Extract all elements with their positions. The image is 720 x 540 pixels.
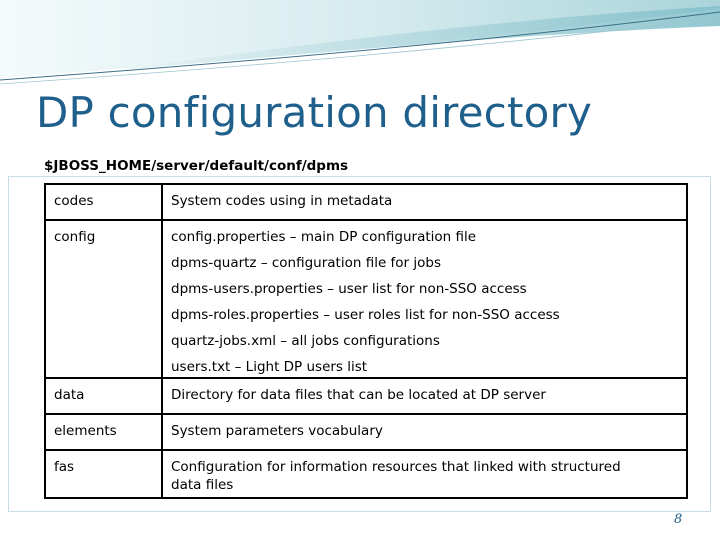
row-name: codes: [45, 184, 162, 220]
description-line: data files: [171, 477, 234, 493]
description-line: dpms-roles.properties – user roles list for non-SSO access: [171, 307, 560, 323]
directory-path: $JBOSS_HOME/server/default/conf/dpms: [44, 158, 349, 174]
row-description: [162, 378, 687, 414]
description-line: users.txt – Light DP users list: [171, 359, 368, 375]
table-row: [45, 450, 687, 498]
row-name: elements: [45, 414, 162, 450]
header-decoration: [0, 0, 720, 90]
table-row: [45, 184, 687, 220]
page-number: 8: [674, 512, 683, 527]
row-description: [162, 450, 687, 498]
config-table: [44, 183, 688, 499]
table-row: [45, 378, 687, 414]
description-line: Directory for data files that can be located at DP server: [171, 387, 546, 403]
table-row: [45, 414, 687, 450]
row-description: [162, 220, 687, 378]
description-line: System codes using in metadata: [171, 193, 393, 209]
description-line: System parameters vocabulary: [171, 423, 383, 439]
description-line: dpms-users.properties – user list for non-SSO access: [171, 281, 527, 297]
description-line: Configuration for information resources that linked with structured: [171, 459, 621, 475]
description-line: quartz-jobs.xml – all jobs configurations: [171, 333, 440, 349]
page-title: DP configuration directory: [36, 88, 593, 137]
row-description: [162, 184, 687, 220]
row-name: data: [45, 378, 162, 414]
table-row: [45, 220, 687, 378]
row-name: fas: [45, 450, 162, 498]
row-description: [162, 414, 687, 450]
row-name: config: [45, 220, 162, 378]
description-line: dpms-quartz – configuration file for jobs: [171, 255, 442, 271]
description-line: config.properties – main DP configuration file: [171, 229, 477, 245]
